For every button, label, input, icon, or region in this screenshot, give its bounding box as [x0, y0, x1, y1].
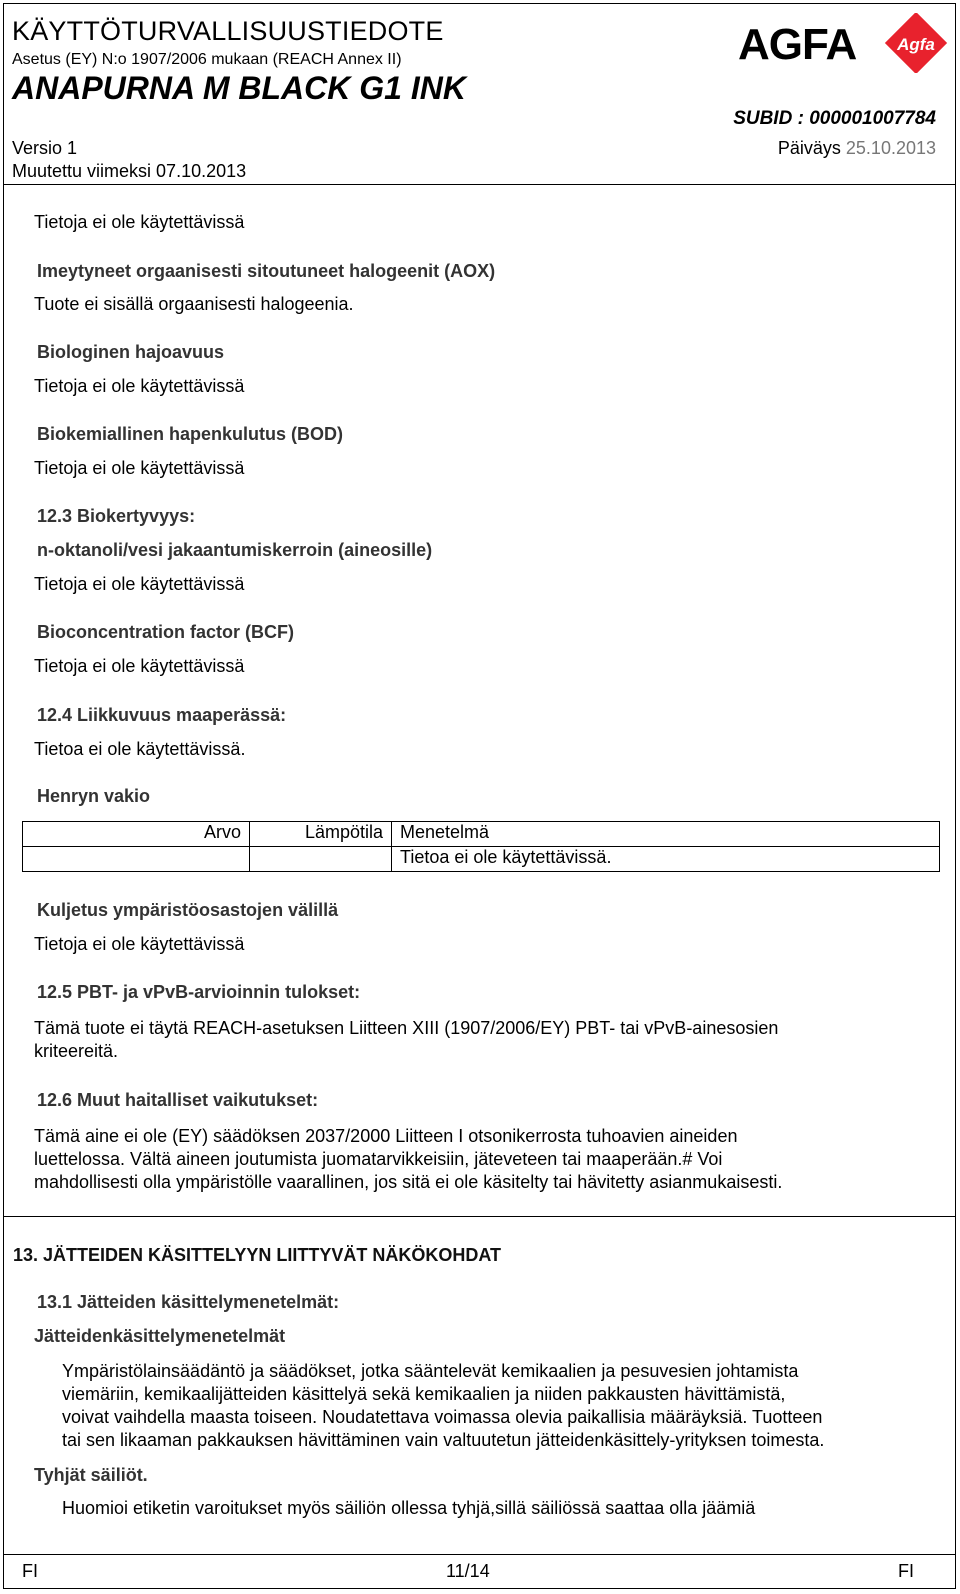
henry-table	[22, 821, 940, 872]
waste-methods-heading: Jätteidenkäsittelymenetelmät	[34, 1326, 286, 1346]
issue-date	[778, 138, 936, 159]
text-line: luettelossa. Vältä aineen joutumista juomatarvikkeisiin, jäteveteen tai maaperään.# Voi	[34, 1149, 723, 1169]
text-line: voivat vaihdella maasta toiseen. Noudatettava voimassa olevia paikallisia määräyksiä. Tuotteen	[62, 1407, 823, 1427]
section-divider	[3, 1216, 956, 1217]
section-12-4-text: Tietoa ei ole käytettävissä.	[34, 739, 246, 759]
product-name: ANAPURNA M BLACK G1 INK	[12, 70, 466, 106]
table-header-method: Menetelmä	[392, 822, 940, 847]
biodegradation-heading: Biologinen hajoavuus	[37, 342, 225, 362]
text-line: mahdollisesti olla ympäristölle vaarallinen, jos sitä ei ole käsitelty tai hävitetty asianmukaisesti.	[34, 1172, 783, 1192]
table-header-value: Arvo	[23, 822, 250, 847]
text-line: tai sen likaaman pakkauksen hävittäminen vain valtuutetun jätteidenkäsittely-yrityksen toimesta.	[62, 1430, 825, 1450]
table-header-temperature: Lämpötila	[250, 822, 392, 847]
transport-text: Tietoja ei ole käytettävissä	[34, 934, 245, 954]
regulation-subtitle: Asetus (EY) N:o 1907/2006 mukaan (REACH Annex II)	[12, 51, 402, 68]
date-value: 25.10.2013	[845, 138, 936, 158]
document-title: KÄYTTÖTURVALLISUUSTIEDOTE	[12, 16, 444, 46]
table-cell-temperature	[250, 847, 392, 872]
section-12-3-heading: 12.3 Biokertyvyys:	[37, 506, 196, 526]
bod-text: Tietoja ei ole käytettävissä	[34, 458, 245, 478]
text-line: viemäriin, kemikaalijätteiden käsittelyä sekä kemikaalien ja niiden pakkausten hävittämistä,	[62, 1384, 786, 1404]
aox-text: Tuote ei sisällä orgaanisesti halogeenia.	[34, 294, 354, 314]
agfa-logo-wordmark: AGFA	[738, 20, 857, 69]
section-12-4-heading: 12.4 Liikkuvuus maaperässä:	[37, 705, 287, 725]
text-line: Tietoja ei ole käytettävissä	[34, 212, 245, 232]
biodegradation-text: Tietoja ei ole käytettävissä	[34, 376, 245, 396]
footer-divider	[3, 1554, 956, 1555]
kow-heading: n-oktanoli/vesi jakaantumiskerroin (aineosille)	[37, 540, 433, 560]
text-line: kriteereitä.	[34, 1041, 119, 1061]
table-cell-value	[23, 847, 250, 872]
text-line: Ympäristölainsäädäntö ja säädökset, jotka sääntelevät kemikaalien ja pesuvesien johtamista	[62, 1361, 799, 1381]
section-12-5-text	[34, 1017, 778, 1063]
bcf-text: Tietoja ei ole käytettävissä	[34, 656, 245, 676]
footer-language-right: FI	[898, 1561, 914, 1581]
date-label: Päiväys	[777, 138, 841, 158]
bcf-heading: Bioconcentration factor (BCF)	[37, 622, 295, 642]
footer-language-left: FI	[22, 1561, 38, 1581]
table-header-row	[23, 822, 940, 847]
header-divider	[3, 184, 956, 185]
section-13-heading: 13. JÄTTEIDEN KÄSITTELYYN LIITTYVÄT NÄKÖKOHDAT	[13, 1245, 502, 1265]
version: Versio 1	[12, 138, 78, 158]
henry-heading: Henryn vakio	[37, 786, 151, 806]
transport-heading: Kuljetus ympäristöosastojen välillä	[37, 900, 339, 920]
agfa-logo	[738, 13, 948, 73]
empty-containers-text: Huomioi etiketin varoitukset myös säiliön ollessa tyhjä,sillä säiliössä saattaa olla jäämiä	[62, 1498, 756, 1518]
table-row	[23, 847, 940, 872]
waste-methods-text	[62, 1360, 824, 1452]
section-13-1-heading: 13.1 Jätteiden käsittelymenetelmät:	[37, 1292, 340, 1312]
last-modified: Muutettu viimeksi 07.10.2013	[12, 161, 247, 181]
aox-heading: Imeytyneet orgaanisesti sitoutuneet halogeenit (AOX)	[37, 261, 496, 281]
footer-page-number: 11/14	[446, 1561, 490, 1581]
kow-text: Tietoja ei ole käytettävissä	[34, 574, 245, 594]
subid: SUBID : 000001007784	[733, 108, 936, 129]
section-12-5-heading: 12.5 PBT- ja vPvB-arvioinnin tulokset:	[37, 982, 361, 1002]
empty-containers-heading: Tyhjät säiliöt.	[34, 1465, 148, 1485]
table-cell-method: Tietoa ei ole käytettävissä.	[392, 847, 940, 872]
text-line: Tämä aine ei ole (EY) säädöksen 2037/2000 Liitteen I otsonikerrosta tuhoavien aineiden	[34, 1126, 738, 1146]
section-12-6-heading: 12.6 Muut haitalliset vaikutukset:	[37, 1090, 319, 1110]
section-12-6-text	[34, 1125, 782, 1194]
bod-heading: Biokemiallinen hapenkulutus (BOD)	[37, 424, 344, 444]
text-line: Tämä tuote ei täytä REACH-asetuksen Liitteen XIII (1907/2006/EY) PBT- tai vPvB-ainesosien	[34, 1018, 779, 1038]
agfa-logo-badge-text: Agfa	[897, 35, 935, 54]
